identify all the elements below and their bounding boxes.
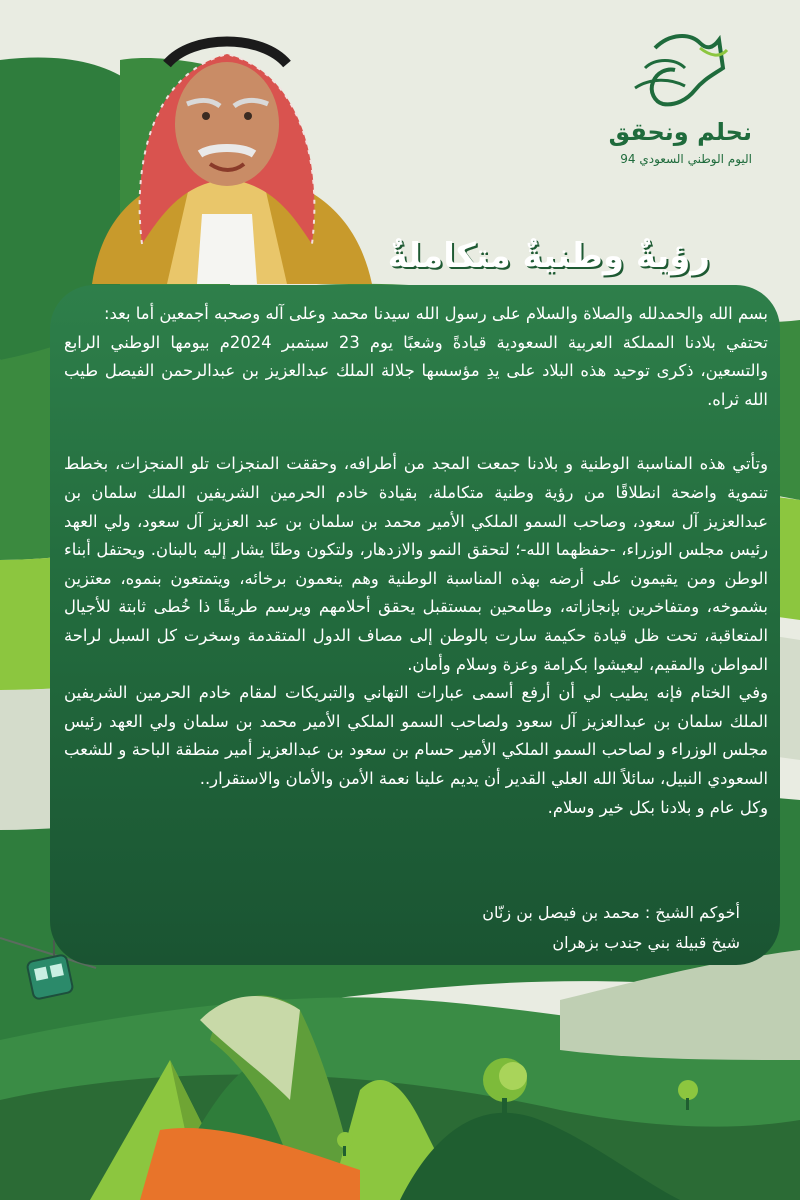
headline: رؤيةٌ وطنيةٌ متكاملةٌ — [387, 236, 710, 276]
message-body — [64, 300, 768, 822]
paragraph-wishes: وكل عام و بلادنا بكل خير وسلام. — [547, 797, 768, 817]
signature-title: شيخ قبيلة بني جندب بزهران — [552, 933, 740, 952]
national-day-logo — [560, 28, 760, 178]
national-day-logo-icon — [615, 28, 735, 118]
logo-subtitle: اليوم الوطني السعودي 94 — [620, 152, 752, 166]
paragraph-opening: بسم الله والحمدلله والصلاة والسلام على رسول الله سيدنا محمد وعلى آله وصحبه أجمعين أما بعد: — [103, 304, 768, 323]
paragraph-closing: وفي الختام فإنه يطيب لي أن أرفع أسمى عبارات التهاني والتبريكات لمقام خادم الحرمين الشريفين الملك سلمان بن عبدالعزيز آل سعود ولصاحب السمو الملكي الأمير محمد بن سلمان ولي العهد رئيس مجلس الوزراء و لصاحب السمو الملكي الأمير حسام بن سعود بن عبدالعزيز أمير منطقة الباحة و للشعب السعودي النبيل، سائلاً الله العلي القدير أن يديم علينا نعمة الأمن والأمان والاستقرار.. — [64, 683, 768, 788]
portrait-image — [72, 14, 382, 284]
paragraph-celebration: تحتفي بلادنا المملكة العربية السعودية قيادةً وشعبًا يوم 23 سبتمبر 2024م بيومها الوطني الرابع والتسعين، ذكرى توحيد هذه البلاد على يدِ مؤسسها جلالة الملك عبدالعزيز بن عبدالرحمن الفيصل طيب الله ثراه. — [64, 332, 768, 409]
signature — [400, 898, 740, 958]
signature-name: أخوكم الشيخ : محمد بن فيصل بن زنّان — [482, 903, 740, 922]
paragraph-occasion: وتأتي هذه المناسبة الوطنية و بلادنا جمعت المجد من أطرافه، وحققت المنجزات تلو المنجزات، بخطط تنموية واضحة انطلاقًا من رؤية وطنية متكاملة، بقيادة خادم الحرمين الشريفين الملك سلمان بن عبدالعزيز آل سعود، وصاحب السمو الملكي الأمير محمد بن سلمان بن عبد العزيز آل سعود، ولي العهد رئيس مجلس الوزراء، -حفظهما الله-؛ لتحقق النمو والازدهار، ولتكون وطنًا يشار إليه بالبنان. ويحتفل أبناء الوطن ومن يقيمون على أرضه بهذه المناسبة الوطنية وهم ينعمون برخائه، ويتمتعون بنموه، معتزين بشموخه، ومتفاخرين بإنجازاته، وطامحين بمستقبل يحقق أحلامهم ويرسم طريقًا ذا خُطى ثابتة للأجيال المتعاقبة، تحت ظل قيادة حكيمة سارت بالوطن إلى مصاف الدول المتقدمة وسخرت كل السبل لراحة المواطن والمقيم، ليعيشوا بكرامة وعزة وسلام وأمان. — [64, 454, 768, 674]
logo-title: نحلم ونحقق — [608, 118, 752, 146]
